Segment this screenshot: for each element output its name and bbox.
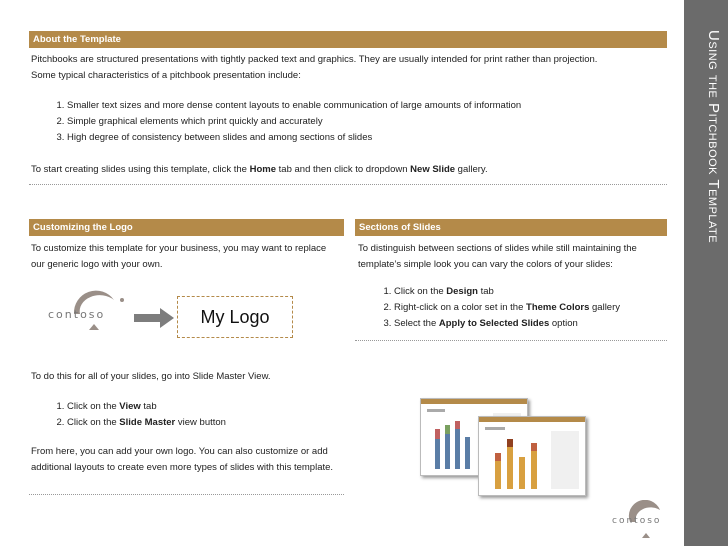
logo-header: [29, 219, 344, 236]
sections-steps: [358, 284, 684, 332]
list-item: 2. Right-click on a color set in the Theme Colors gallery: [394, 300, 684, 316]
about-start-text: [31, 162, 671, 178]
list-item: 3. High degree of consistency between slides and among sections of slides: [67, 130, 671, 146]
list-item: 1. Click on the View tab: [67, 399, 341, 415]
contoso-logo-bottom: [604, 500, 680, 544]
sections-divider: [355, 340, 667, 342]
about-list: [31, 98, 671, 146]
logo-do-this: To do this for all of your slides, go into Slide Master View.: [31, 371, 271, 382]
my-logo-placeholder: My Logo: [177, 296, 293, 338]
contoso-logo: [34, 286, 144, 338]
logo-divider: [29, 494, 344, 496]
slide-thumbnail-front: [478, 416, 586, 496]
list-item: 2. Click on the Slide Master view button: [67, 415, 341, 431]
list-item: 1. Smaller text sizes and more dense content layouts to enable communication of large amounts of information: [67, 98, 671, 114]
page-title: Using the Pitchbook Template: [705, 30, 722, 244]
about-divider: [29, 184, 667, 186]
about-intro-2: Some typical characteristics of a pitchbook presentation include:: [31, 70, 301, 81]
new-slide-label: New Slide: [410, 164, 456, 175]
start-post: gallery.: [455, 164, 488, 175]
arrow-icon: [134, 308, 174, 333]
start-pre: To start creating slides using this template, click the: [31, 164, 250, 175]
contoso-wordmark: contoso: [48, 308, 106, 321]
about-header-label: About the Template: [33, 34, 121, 45]
logo-outro: From here, you can add your own logo. You can also customize or add additional layouts to create even more types of slides with this template.: [31, 446, 334, 473]
list-item: 1. Click on the Design tab: [394, 284, 684, 300]
logo-intro: To customize this template for your business, you may want to replace our generic logo with your own.: [31, 243, 327, 270]
start-mid: tab and then click to dropdown: [276, 164, 411, 175]
list-item: 2. Simple graphical elements which print quickly and accurately: [67, 114, 671, 130]
contoso-wordmark-bottom: contoso: [612, 516, 662, 526]
sidebar: [684, 0, 728, 546]
logo-steps: [31, 399, 341, 431]
sections-header: [355, 219, 667, 236]
about-intro-1: Pitchbooks are structured presentations with tightly packed text and graphics. They are usually intended for print rather than projection.: [31, 54, 598, 65]
sections-header-label: Sections of Slides: [359, 222, 441, 233]
about-header: [29, 31, 667, 48]
sections-intro: To distinguish between sections of slides while still maintaining the template’s simple look you can vary the colors of your slides:: [358, 243, 637, 270]
home-label: Home: [249, 164, 277, 175]
list-item: 3. Select the Apply to Selected Slides option: [394, 316, 684, 332]
thumbnail-chart-front: [479, 417, 585, 495]
logo-header-label: Customizing the Logo: [33, 222, 133, 233]
